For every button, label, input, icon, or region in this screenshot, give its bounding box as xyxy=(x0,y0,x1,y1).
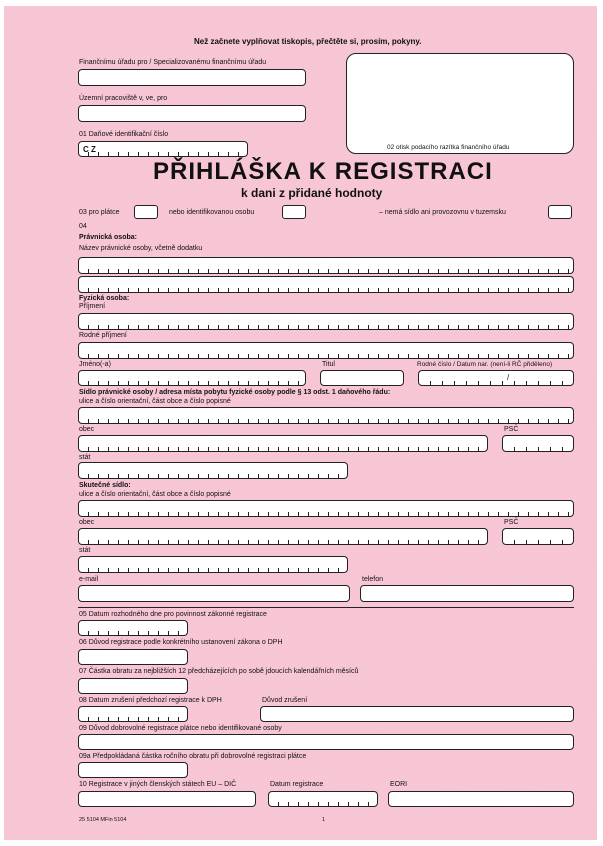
field-08b-label: Důvod zrušení xyxy=(262,697,308,704)
actual-seat-heading: Skutečné sídlo: xyxy=(79,482,131,489)
seat-city-label: obec xyxy=(79,426,95,433)
field-10-label: 10 Registrace v jiných členských státech EU – DIČ xyxy=(79,781,237,788)
page-number: 1 xyxy=(322,817,326,823)
identified-label: nebo identifikovanou osobu xyxy=(169,209,255,216)
actual-street-input[interactable] xyxy=(78,500,574,517)
field-08-label: 08 Datum zrušení předchozí registrace k DPH xyxy=(79,697,222,704)
field-10-input[interactable] xyxy=(78,791,256,807)
seat-street-input[interactable] xyxy=(78,407,574,424)
field-09-label: 09 Důvod dobrovolné registrace plátce nebo identifikované osoby xyxy=(79,725,282,732)
field-09a-input[interactable] xyxy=(78,762,188,778)
field-05-label: 05 Datum rozhodného dne pro povinnost zákonné registrace xyxy=(79,611,267,618)
no-seat-checkbox[interactable] xyxy=(548,205,572,219)
seat-zip-input[interactable] xyxy=(502,435,574,452)
tax-id-label: 01 Daňové identifikační číslo xyxy=(79,131,169,138)
first-name-input[interactable] xyxy=(78,370,306,386)
page-title: PŘIHLÁŠKA K REGISTRACI xyxy=(153,158,493,185)
birth-number-label: Rodné číslo / Datum nar. (není-li RČ přiděleno) xyxy=(417,361,553,368)
title-label: Titul xyxy=(322,361,335,368)
email-label: e-mail xyxy=(79,576,99,583)
field-09-input[interactable] xyxy=(78,734,574,750)
form-sheet xyxy=(4,6,597,840)
field-10b-input[interactable] xyxy=(268,791,378,807)
actual-country-label: stát xyxy=(79,547,91,554)
identified-checkbox[interactable] xyxy=(282,205,306,219)
branch-label: Územní pracoviště v, ve, pro xyxy=(79,95,168,102)
payer-label: 03 pro plátce xyxy=(79,209,120,216)
field-06-input[interactable] xyxy=(78,649,188,665)
actual-city-label: obec xyxy=(79,519,95,526)
office-label: Finančnímu úřadu pro / Specializovanému finančnímu úřadu xyxy=(79,59,267,66)
page-subtitle: k dani z přidané hodnoty xyxy=(241,186,383,200)
field-06-label: 06 Důvod registrace podle konkrétního ustanovení zákona o DPH xyxy=(79,639,283,646)
seat-street-label: ulice a číslo orientační, část obce a číslo popisné xyxy=(79,398,231,405)
actual-zip-label: PSČ xyxy=(504,519,519,526)
surname-label: Příjmení xyxy=(79,303,106,310)
seat-heading: Sídlo právnické osoby / adresa místa pobytu fyzické osoby podle § 13 odst. 1 daňového řádu: xyxy=(79,389,391,396)
tax-id-prefix: C Z xyxy=(83,145,96,154)
first-name-label: Jméno(-a) xyxy=(79,361,111,368)
phone-label: telefon xyxy=(362,576,384,583)
field-09a-label: 09a Předpokládaná částka ročního obratu při dobrovolné registraci plátce xyxy=(79,753,307,760)
field-07-input[interactable] xyxy=(78,678,188,694)
actual-street-label: ulice a číslo orientační, část obce a číslo popisné xyxy=(79,491,231,498)
payer-checkbox[interactable] xyxy=(134,205,158,219)
seat-country-input[interactable] xyxy=(78,462,348,479)
seat-zip-label: PSČ xyxy=(504,426,519,433)
actual-city-input[interactable] xyxy=(78,528,488,545)
title-input[interactable] xyxy=(320,370,404,386)
legal-name-input-1[interactable] xyxy=(78,257,574,274)
no-seat-label: – nemá sídlo ani provozovnu v tuzemsku xyxy=(379,209,506,216)
legal-name-input-2[interactable] xyxy=(78,276,574,293)
birth-number-slash: / xyxy=(507,373,510,382)
footer-code: 25 5104 MFin 5104 xyxy=(79,817,127,823)
field-08-input[interactable] xyxy=(78,706,188,722)
legal-person-heading: Právnická osoba: xyxy=(79,234,137,241)
seat-city-input[interactable] xyxy=(78,435,488,452)
birth-surname-input[interactable] xyxy=(78,342,574,359)
actual-zip-input[interactable] xyxy=(502,528,574,545)
birth-surname-label: Rodné příjmení xyxy=(79,332,127,339)
natural-person-heading: Fyzická osoba: xyxy=(79,295,130,302)
header-note: Než začnete vyplňovat tiskopis, přečtěte si, prosím, pokyny. xyxy=(194,37,422,46)
field-10b-label: Datum registrace xyxy=(270,781,324,788)
tax-id-input[interactable] xyxy=(78,141,248,157)
actual-country-input[interactable] xyxy=(78,556,348,573)
birth-number-input[interactable] xyxy=(418,370,574,386)
field-10c-label: EORI xyxy=(390,781,408,788)
field-10c-input[interactable] xyxy=(388,791,574,807)
stamp-box xyxy=(346,53,574,154)
field-05-input[interactable] xyxy=(78,620,188,636)
branch-input[interactable] xyxy=(78,105,306,122)
section-divider xyxy=(78,607,574,608)
office-input[interactable] xyxy=(78,69,306,86)
email-input[interactable] xyxy=(78,585,350,602)
field-08b-input[interactable] xyxy=(260,706,574,722)
row04-label: 04 xyxy=(79,223,87,230)
stamp-label: 02 otisk podacího razítka finančního úřadu xyxy=(387,144,510,151)
field-07-label: 07 Částka obratu za nejbližších 12 předcházejících po sobě jdoucích kalendářních měsíců xyxy=(79,668,359,675)
legal-name-label: Název právnické osoby, včetně dodatku xyxy=(79,245,203,252)
surname-input[interactable] xyxy=(78,313,574,330)
seat-country-label: stát xyxy=(79,454,91,461)
phone-input[interactable] xyxy=(360,585,574,602)
